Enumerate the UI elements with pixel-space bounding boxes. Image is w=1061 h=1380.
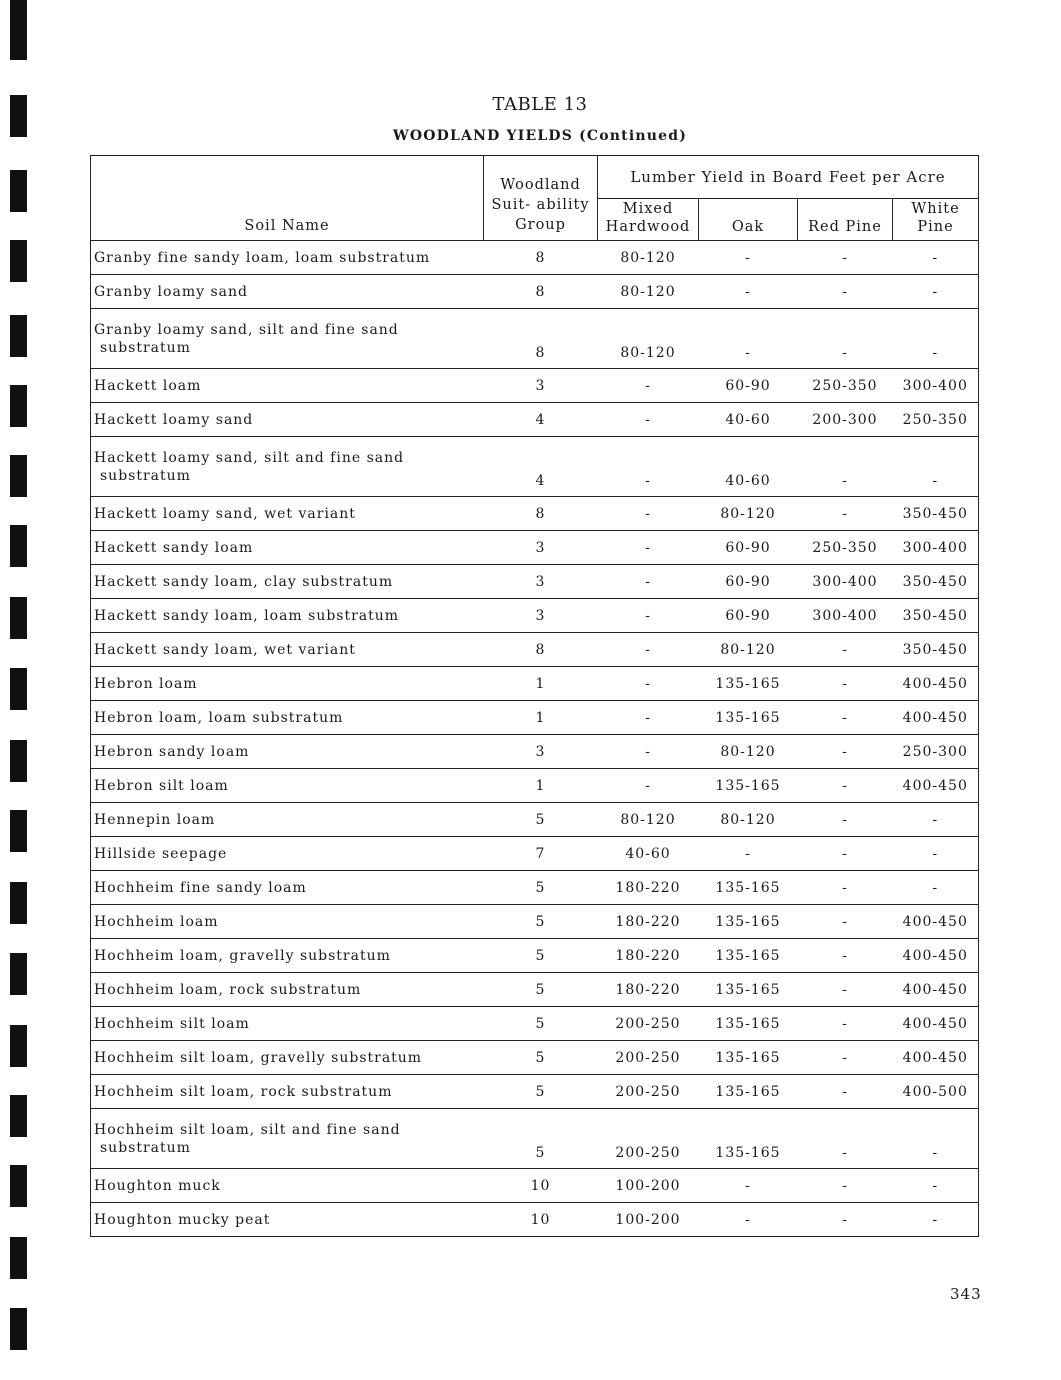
cell-woodland-group: 5 — [484, 905, 598, 939]
cell-mixed-hardwood: 180-220 — [598, 939, 699, 973]
cell-oak: 80-120 — [699, 497, 798, 531]
cell-mixed-hardwood: 80-120 — [598, 309, 699, 369]
cell-mixed-hardwood: - — [598, 667, 699, 701]
binding-mark — [10, 1237, 27, 1279]
cell-woodland-group: 10 — [484, 1203, 598, 1237]
cell-mixed-hardwood: - — [598, 437, 699, 497]
cell-soil-name: Hackett loamy sand, silt and fine sand substratum — [91, 437, 484, 497]
header-red-pine: Red Pine — [798, 199, 893, 241]
binding-mark — [10, 1025, 27, 1067]
cell-red-pine: - — [798, 871, 893, 905]
cell-soil-name: Hebron loam — [91, 667, 484, 701]
cell-mixed-hardwood: - — [598, 497, 699, 531]
table-row — [91, 1041, 979, 1075]
table-row — [91, 309, 979, 369]
page-number: 343 — [950, 1285, 982, 1303]
binding-mark — [10, 240, 27, 282]
cell-woodland-group: 10 — [484, 1169, 598, 1203]
cell-red-pine: - — [798, 275, 893, 309]
cell-oak: 60-90 — [699, 531, 798, 565]
cell-soil-name: Houghton muck — [91, 1169, 484, 1203]
cell-soil-name: Hochheim loam — [91, 905, 484, 939]
cell-oak: 135-165 — [699, 1007, 798, 1041]
cell-oak: - — [699, 1169, 798, 1203]
cell-soil-name: Hochheim silt loam, gravelly substratum — [91, 1041, 484, 1075]
cell-soil-name: Granby fine sandy loam, loam substratum — [91, 241, 484, 275]
cell-oak: - — [699, 275, 798, 309]
table-row — [91, 633, 979, 667]
table-row — [91, 939, 979, 973]
cell-white-pine: 400-500 — [893, 1075, 979, 1109]
cell-woodland-group: 5 — [484, 871, 598, 905]
cell-oak: 40-60 — [699, 403, 798, 437]
cell-red-pine: - — [798, 769, 893, 803]
cell-woodland-group: 8 — [484, 633, 598, 667]
cell-red-pine: - — [798, 497, 893, 531]
cell-woodland-group: 8 — [484, 241, 598, 275]
binding-mark — [10, 0, 27, 60]
cell-white-pine: - — [893, 803, 979, 837]
cell-red-pine: - — [798, 1169, 893, 1203]
cell-oak: - — [699, 241, 798, 275]
binding-mark — [10, 953, 27, 995]
cell-soil-name: Hackett sandy loam — [91, 531, 484, 565]
cell-oak: - — [699, 837, 798, 871]
cell-woodland-group: 3 — [484, 599, 598, 633]
cell-soil-name: Hochheim silt loam, silt and fine sand substratum — [91, 1109, 484, 1169]
cell-mixed-hardwood: 80-120 — [598, 803, 699, 837]
cell-woodland-group: 8 — [484, 309, 598, 369]
table-row — [91, 1169, 979, 1203]
cell-red-pine: 200-300 — [798, 403, 893, 437]
cell-oak: 135-165 — [699, 667, 798, 701]
cell-white-pine: 300-400 — [893, 531, 979, 565]
cell-oak: 60-90 — [699, 565, 798, 599]
cell-soil-name: Hochheim silt loam — [91, 1007, 484, 1041]
cell-oak: 80-120 — [699, 803, 798, 837]
binding-mark — [10, 740, 27, 782]
header-soil-name: Soil Name — [91, 156, 484, 241]
table-row — [91, 437, 979, 497]
cell-soil-name: Granby loamy sand — [91, 275, 484, 309]
binding-mark — [10, 1308, 27, 1350]
cell-mixed-hardwood: 200-250 — [598, 1041, 699, 1075]
table-row — [91, 905, 979, 939]
cell-soil-name: Hackett loamy sand — [91, 403, 484, 437]
binding-mark — [10, 882, 27, 924]
table-row — [91, 1075, 979, 1109]
cell-mixed-hardwood: 200-250 — [598, 1109, 699, 1169]
cell-red-pine: - — [798, 1041, 893, 1075]
cell-woodland-group: 7 — [484, 837, 598, 871]
cell-oak: 135-165 — [699, 871, 798, 905]
cell-white-pine: - — [893, 241, 979, 275]
cell-red-pine: - — [798, 1203, 893, 1237]
cell-soil-name: Hochheim silt loam, rock substratum — [91, 1075, 484, 1109]
cell-mixed-hardwood: 180-220 — [598, 871, 699, 905]
cell-white-pine: - — [893, 871, 979, 905]
cell-woodland-group: 5 — [484, 973, 598, 1007]
cell-soil-name: Hackett sandy loam, clay substratum — [91, 565, 484, 599]
table-row — [91, 735, 979, 769]
cell-white-pine: 300-400 — [893, 369, 979, 403]
cell-white-pine: 400-450 — [893, 667, 979, 701]
table-title: TABLE 13 — [492, 94, 588, 115]
table-row — [91, 837, 979, 871]
binding-mark — [10, 1165, 27, 1207]
cell-oak: 135-165 — [699, 939, 798, 973]
cell-mixed-hardwood: 180-220 — [598, 905, 699, 939]
cell-white-pine: 400-450 — [893, 973, 979, 1007]
header-lumber-yield: Lumber Yield in Board Feet per Acre — [598, 156, 979, 199]
header-woodland-group: Woodland Suit- ability Group — [484, 156, 598, 241]
cell-red-pine: - — [798, 735, 893, 769]
cell-soil-name: Hackett loam — [91, 369, 484, 403]
cell-mixed-hardwood: - — [598, 403, 699, 437]
cell-mixed-hardwood: 200-250 — [598, 1075, 699, 1109]
cell-woodland-group: 3 — [484, 369, 598, 403]
binding-mark — [10, 597, 27, 639]
cell-soil-name: Hackett sandy loam, loam substratum — [91, 599, 484, 633]
cell-woodland-group: 8 — [484, 275, 598, 309]
cell-soil-name: Hebron loam, loam substratum — [91, 701, 484, 735]
cell-soil-name: Hochheim fine sandy loam — [91, 871, 484, 905]
cell-red-pine: - — [798, 437, 893, 497]
cell-soil-name: Hebron silt loam — [91, 769, 484, 803]
cell-soil-name: Houghton mucky peat — [91, 1203, 484, 1237]
cell-mixed-hardwood: - — [598, 565, 699, 599]
table-row — [91, 871, 979, 905]
cell-red-pine: - — [798, 667, 893, 701]
cell-white-pine: 400-450 — [893, 701, 979, 735]
cell-red-pine: - — [798, 905, 893, 939]
cell-white-pine: - — [893, 1203, 979, 1237]
cell-mixed-hardwood: 80-120 — [598, 241, 699, 275]
cell-red-pine: - — [798, 1007, 893, 1041]
table-row — [91, 667, 979, 701]
cell-woodland-group: 5 — [484, 1109, 598, 1169]
cell-oak: 135-165 — [699, 905, 798, 939]
cell-woodland-group: 3 — [484, 531, 598, 565]
cell-woodland-group: 1 — [484, 701, 598, 735]
table-row — [91, 973, 979, 1007]
cell-mixed-hardwood: 100-200 — [598, 1169, 699, 1203]
table-row — [91, 531, 979, 565]
table-row — [91, 701, 979, 735]
binding-mark — [10, 810, 27, 852]
cell-woodland-group: 8 — [484, 497, 598, 531]
table-row — [91, 599, 979, 633]
cell-white-pine: 350-450 — [893, 633, 979, 667]
cell-white-pine: - — [893, 1169, 979, 1203]
binding-mark — [10, 170, 27, 212]
cell-mixed-hardwood: - — [598, 633, 699, 667]
cell-mixed-hardwood: 180-220 — [598, 973, 699, 1007]
table-row — [91, 403, 979, 437]
cell-soil-name: Hillside seepage — [91, 837, 484, 871]
cell-red-pine: - — [798, 803, 893, 837]
cell-white-pine: 400-450 — [893, 905, 979, 939]
cell-soil-name: Hochheim loam, rock substratum — [91, 973, 484, 1007]
table-row — [91, 497, 979, 531]
cell-oak: 40-60 — [699, 437, 798, 497]
header-white-pine: White Pine — [893, 199, 979, 241]
cell-woodland-group: 3 — [484, 565, 598, 599]
cell-mixed-hardwood: 80-120 — [598, 275, 699, 309]
cell-white-pine: - — [893, 275, 979, 309]
header-mixed-hardwood: Mixed Hardwood — [598, 199, 699, 241]
cell-red-pine: 300-400 — [798, 599, 893, 633]
cell-oak: 80-120 — [699, 633, 798, 667]
cell-white-pine: 350-450 — [893, 565, 979, 599]
cell-woodland-group: 1 — [484, 667, 598, 701]
cell-white-pine: - — [893, 1109, 979, 1169]
cell-oak: 135-165 — [699, 1075, 798, 1109]
cell-mixed-hardwood: 200-250 — [598, 1007, 699, 1041]
table-row — [91, 369, 979, 403]
cell-red-pine: - — [798, 973, 893, 1007]
cell-mixed-hardwood: - — [598, 769, 699, 803]
cell-red-pine: - — [798, 1075, 893, 1109]
cell-red-pine: - — [798, 241, 893, 275]
cell-red-pine: - — [798, 1109, 893, 1169]
cell-woodland-group: 5 — [484, 1041, 598, 1075]
cell-white-pine: 250-300 — [893, 735, 979, 769]
cell-soil-name: Hochheim loam, gravelly substratum — [91, 939, 484, 973]
cell-oak: 135-165 — [699, 701, 798, 735]
cell-red-pine: 250-350 — [798, 369, 893, 403]
cell-oak: - — [699, 1203, 798, 1237]
cell-white-pine: - — [893, 837, 979, 871]
cell-mixed-hardwood: - — [598, 735, 699, 769]
cell-mixed-hardwood: - — [598, 531, 699, 565]
cell-mixed-hardwood: - — [598, 701, 699, 735]
table-row — [91, 769, 979, 803]
cell-white-pine: 350-450 — [893, 497, 979, 531]
binding-mark — [10, 455, 27, 497]
cell-mixed-hardwood: 40-60 — [598, 837, 699, 871]
cell-red-pine: - — [798, 701, 893, 735]
table-row — [91, 803, 979, 837]
cell-red-pine: 250-350 — [798, 531, 893, 565]
cell-white-pine: - — [893, 437, 979, 497]
cell-white-pine: 250-350 — [893, 403, 979, 437]
binding-mark — [10, 1095, 27, 1137]
table-row — [91, 1007, 979, 1041]
woodland-yields-table — [90, 155, 979, 1237]
cell-woodland-group: 5 — [484, 803, 598, 837]
cell-soil-name: Granby loamy sand, silt and fine sand substratum — [91, 309, 484, 369]
cell-white-pine: 400-450 — [893, 1041, 979, 1075]
header-oak: Oak — [699, 199, 798, 241]
table-subtitle: WOODLAND YIELDS (Continued) — [392, 128, 688, 144]
cell-oak: 60-90 — [699, 369, 798, 403]
cell-woodland-group: 5 — [484, 1007, 598, 1041]
cell-red-pine: - — [798, 633, 893, 667]
cell-soil-name: Hackett sandy loam, wet variant — [91, 633, 484, 667]
cell-soil-name: Hackett loamy sand, wet variant — [91, 497, 484, 531]
cell-oak: 135-165 — [699, 973, 798, 1007]
cell-red-pine: 300-400 — [798, 565, 893, 599]
cell-red-pine: - — [798, 837, 893, 871]
cell-oak: 60-90 — [699, 599, 798, 633]
cell-woodland-group: 5 — [484, 1075, 598, 1109]
cell-woodland-group: 5 — [484, 939, 598, 973]
binding-mark — [10, 385, 27, 427]
cell-white-pine: 400-450 — [893, 939, 979, 973]
cell-mixed-hardwood: - — [598, 369, 699, 403]
cell-woodland-group: 4 — [484, 403, 598, 437]
cell-oak: - — [699, 309, 798, 369]
cell-white-pine: 400-450 — [893, 1007, 979, 1041]
cell-white-pine: 400-450 — [893, 769, 979, 803]
cell-oak: 135-165 — [699, 769, 798, 803]
table-row — [91, 1203, 979, 1237]
cell-oak: 135-165 — [699, 1109, 798, 1169]
cell-white-pine: - — [893, 309, 979, 369]
table-row — [91, 1109, 979, 1169]
cell-oak: 135-165 — [699, 1041, 798, 1075]
cell-oak: 80-120 — [699, 735, 798, 769]
table-row — [91, 275, 979, 309]
binding-mark — [10, 668, 27, 710]
table-body — [91, 241, 979, 1237]
cell-white-pine: 350-450 — [893, 599, 979, 633]
cell-soil-name: Hennepin loam — [91, 803, 484, 837]
cell-red-pine: - — [798, 939, 893, 973]
table-row — [91, 565, 979, 599]
binding-mark — [10, 315, 27, 357]
cell-woodland-group: 3 — [484, 735, 598, 769]
table-row — [91, 241, 979, 275]
cell-mixed-hardwood: 100-200 — [598, 1203, 699, 1237]
binding-mark — [10, 525, 27, 567]
cell-mixed-hardwood: - — [598, 599, 699, 633]
cell-red-pine: - — [798, 309, 893, 369]
cell-woodland-group: 4 — [484, 437, 598, 497]
cell-woodland-group: 1 — [484, 769, 598, 803]
cell-soil-name: Hebron sandy loam — [91, 735, 484, 769]
